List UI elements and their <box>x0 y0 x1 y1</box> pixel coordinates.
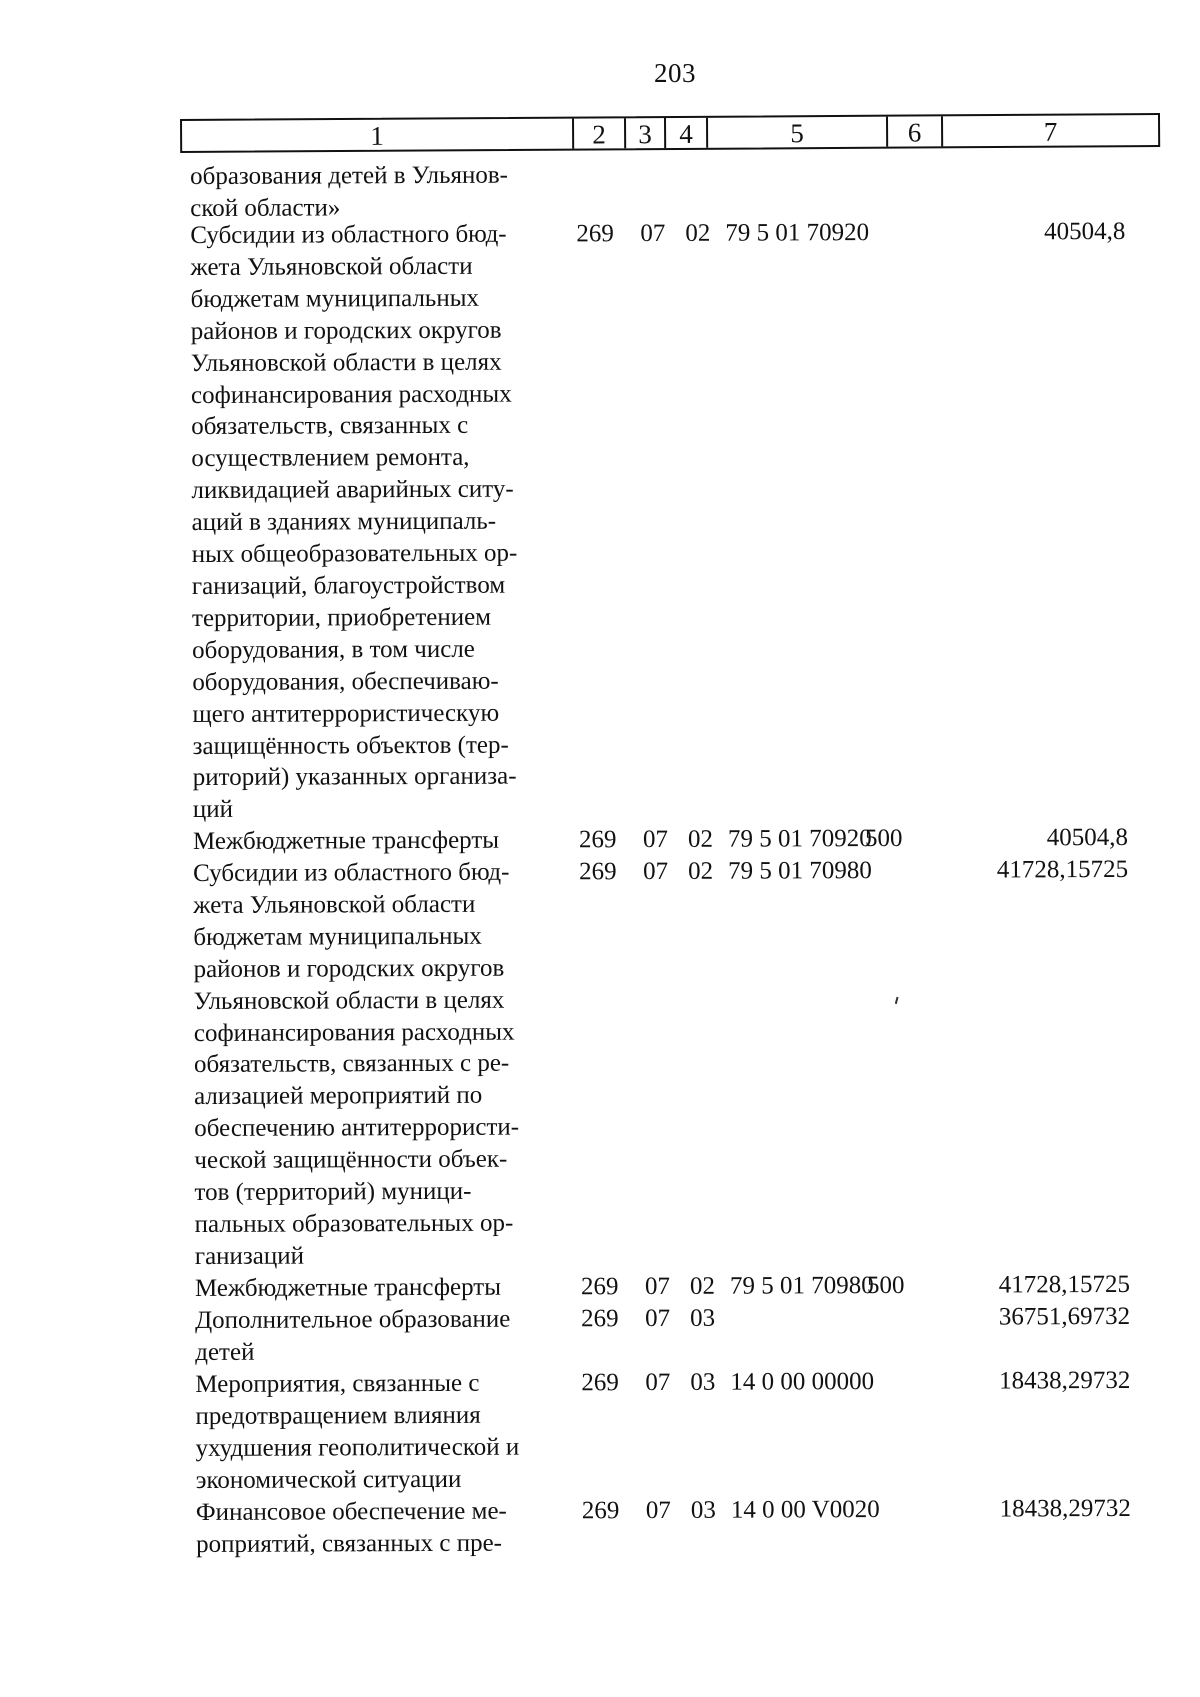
header-col-7: 7 <box>941 115 1158 146</box>
row-section: 07 <box>645 1304 671 1333</box>
row-description: Финансовое обеспечение ме- роприятий, связанных с пре- <box>195 1497 507 1558</box>
row-section: 07 <box>645 1368 671 1397</box>
row-description: Субсидии из областного бюд- жета Ульяновской области бюджетам муниципальных районов и городских округов Ульяновской области в целях софинансирования расходных обязательств, связанных с осуществлением ремонта, ликвидацией аварийных ситу- аций в зданиях муниципаль- ных общеобразовательных ор- ганизаций, благоустройством территории, приобретением оборудования, в том числе оборудования, обеспечиваю- щего антитеррористическую защищённость объектов (тер- риторий) указанных организа- ций <box>190 220 518 824</box>
row-subsection: 03 <box>690 1496 716 1524</box>
row-grbs: 269 <box>581 1369 619 1397</box>
row-amount: 36751,69732 <box>998 1302 1131 1331</box>
row-target-article: 79 5 01 70980 <box>728 857 872 885</box>
row-section: 07 <box>645 1496 671 1525</box>
header-col-6: 6 <box>886 116 941 146</box>
row-grbs: 269 <box>576 220 614 248</box>
table-row <box>5 1269 1200 1302</box>
table-row <box>0 157 1200 222</box>
row-amount: 40504,8 <box>1044 217 1126 246</box>
row-grbs: 269 <box>580 1273 619 1301</box>
row-target-article: 79 5 01 70920 <box>725 219 870 247</box>
row-amount: 18438,29732 <box>999 1366 1131 1395</box>
row-description: Межбюджетные трансферты <box>194 1273 502 1302</box>
row-amount: 18438,29732 <box>999 1494 1131 1523</box>
row-subsection: 02 <box>687 825 714 853</box>
row-description: Мероприятия, связанные с предотвращением влияния ухудшения геополитической и экономической ситуации <box>195 1369 520 1494</box>
scan-mark <box>895 997 899 1004</box>
row-expense-type: 500 <box>866 1271 905 1300</box>
row-description: Дополнительное образование детей <box>195 1305 511 1366</box>
header-col-2: 2 <box>572 118 624 148</box>
row-amount: 41728,15725 <box>996 855 1129 884</box>
header-col-4: 4 <box>664 118 706 148</box>
page-number: 203 <box>654 58 696 88</box>
header-col-5: 5 <box>706 117 886 148</box>
row-target-article: 79 5 01 70920 <box>727 825 872 853</box>
row-section: 07 <box>642 825 669 854</box>
row-subsection: 02 <box>688 857 714 885</box>
row-grbs: 269 <box>579 858 617 886</box>
row-section: 07 <box>643 857 669 886</box>
row-subsection: 02 <box>685 219 711 247</box>
header-col-3: 3 <box>624 118 664 148</box>
row-amount: 40504,8 <box>1046 823 1129 852</box>
row-grbs: 269 <box>581 1305 619 1333</box>
row-expense-type: 500 <box>864 824 903 853</box>
row-grbs: 269 <box>578 826 617 854</box>
table-row <box>6 1493 1200 1558</box>
row-description: Межбюджетные трансферты <box>192 826 500 855</box>
table-row <box>3 822 1200 855</box>
table-row <box>0 216 1200 824</box>
row-section: 07 <box>644 1272 670 1301</box>
header-col-1: 1 <box>370 120 384 151</box>
row-subsection: 03 <box>690 1304 716 1332</box>
row-subsection: 03 <box>690 1368 716 1396</box>
row-subsection: 02 <box>689 1272 715 1300</box>
row-grbs: 269 <box>581 1497 620 1525</box>
row-target-article: 14 0 00 V0020 <box>730 1496 880 1524</box>
table-row <box>5 1365 1200 1494</box>
row-description: образования детей в Ульянов- ской области» <box>190 161 509 222</box>
row-section: 07 <box>640 219 666 248</box>
row-description: Субсидии из областного бюд- жета Ульяновской области бюджетам муниципальных районов и городских округов Ульяновской области в целях софинансирования расходных обязательств, связанных с ре- ализацией мероприятий по обеспечению антитеррористи- ческой защищённости объек- тов (территорий) муници- пальных образовательных ор- ганизаций <box>193 858 520 1270</box>
row-target-article: 14 0 00 00000 <box>730 1368 875 1396</box>
row-amount: 41728,15725 <box>998 1270 1130 1299</box>
row-target-article: 79 5 01 70980 <box>729 1272 874 1300</box>
